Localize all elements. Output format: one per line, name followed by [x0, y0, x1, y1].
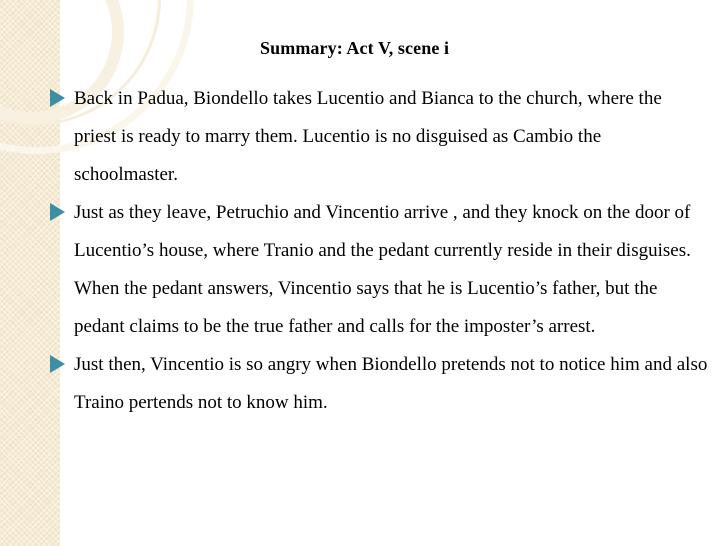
triangle-bullet-icon [50, 355, 65, 373]
bullet-text: Just as they leave, Petruchio and Vincentio arrive , and they knock on the door of Lucentio’s house, where Tranio and the pedant currently reside in their disguises. When the pedant answers, Vincentio says that he is Lucentio’s father, but the pedant claims to be the true father and calls for the imposter’s arrest. [74, 202, 691, 337]
bullet-text: Back in Padua, Biondello takes Lucentio and Bianca to the church, where the priest is ready to marry them. Lucentio is no disguised as Cambio the schoolmaster. [74, 88, 662, 185]
triangle-bullet-icon [50, 203, 65, 221]
bullet-item [48, 194, 708, 346]
bullet-item [48, 346, 708, 422]
triangle-bullet-icon [50, 89, 65, 107]
slide-title: Summary: Act V, scene i [260, 38, 450, 58]
bullet-item [48, 80, 708, 194]
bullet-text: Just then, Vincentio is so angry when Biondello pretends not to notice him and also Traino pertends not to know him. [74, 354, 708, 413]
bullet-list [48, 80, 708, 422]
